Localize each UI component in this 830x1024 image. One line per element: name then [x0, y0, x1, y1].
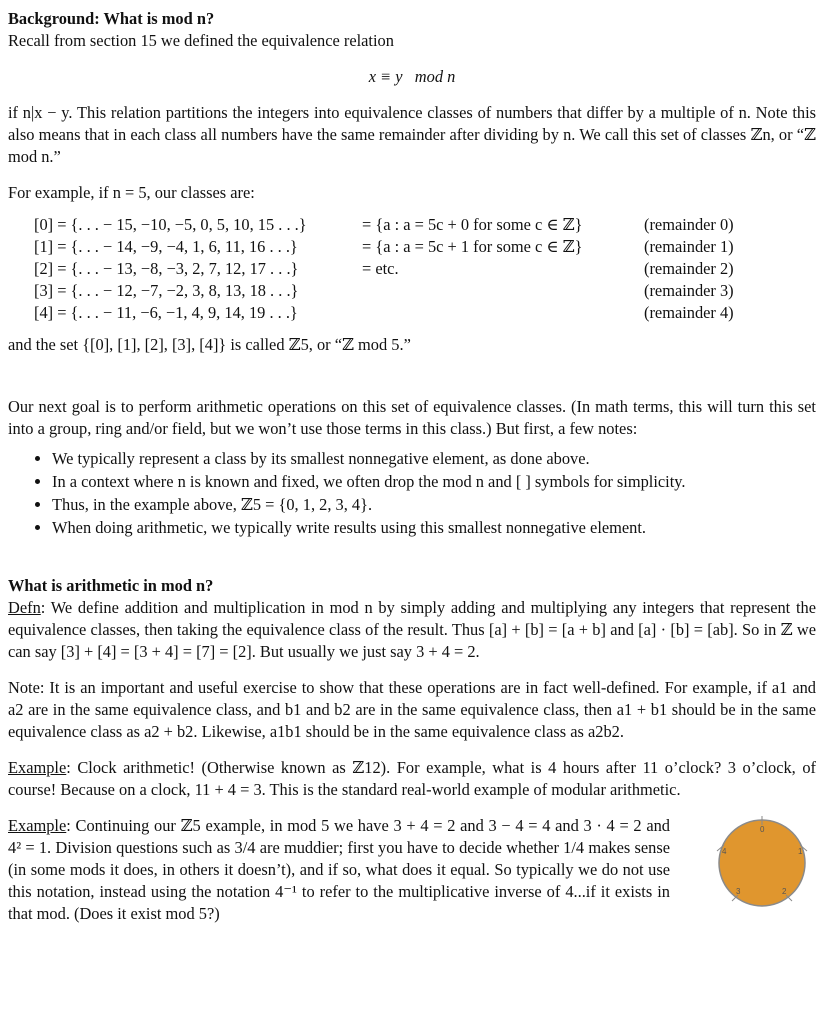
class-remainder: (remainder 2) [644, 259, 734, 278]
clock-label-0: 0 [760, 825, 765, 834]
class-description [362, 302, 644, 324]
clock-label-1: 1 [798, 847, 803, 856]
example-label: Example [8, 816, 67, 835]
background-intro: Recall from section 15 we defined the equivalence relation [8, 31, 394, 50]
list-item: • Thus, in the example above, ℤ5 = {0, 1, 2, 3, 4}. [52, 494, 816, 516]
class-description [362, 280, 644, 302]
background-heading: Background: What is mod n? [8, 9, 215, 28]
class-description: = {a : a = 5c + 1 for some c ∈ ℤ} [362, 237, 583, 256]
definition-paragraph [8, 597, 816, 663]
class-remainder: (remainder 3) [644, 281, 734, 300]
list-item: • In a context where n is known and fixed, we often drop the mod n and [ ] symbols for simplicity. [52, 471, 816, 493]
notes-list [8, 448, 816, 539]
arithmetic-heading: What is arithmetic in mod n? [8, 576, 214, 595]
z5-example-paragraph [8, 815, 670, 925]
class-set: [3] = {. . . − 12, −7, −2, 3, 8, 13, 18 . . .} [34, 281, 299, 300]
class-remainder: (remainder 1) [644, 237, 734, 256]
example-text: : Clock arithmetic! (Otherwise known as ℤ12). For example, what is 4 hours after 11 o’clock? 3 o’clock, of course! Because on a clock, 11 + 4 = 3. This is the standard real-world example of modular arithmetic. [8, 758, 816, 799]
document-page [8, 8, 816, 925]
note-paragraph: Note: It is an important and useful exercise to show that these operations are in fact well-defined. For example, if a1 and a2 are in the same equivalence class, and b1 and b2 are in the same equivalence class, then a1 + b1 should be in the same equivalence class as a2 + b2. Likewise, a1b1 should be in the same equivalence class as a2b2. [8, 678, 816, 741]
class-set: [2] = {. . . − 13, −8, −3, 2, 7, 12, 17 . . .} [34, 259, 299, 278]
class-set: [0] = {. . . − 15, −10, −5, 0, 5, 10, 15 . . .} [34, 215, 307, 234]
class-description: = {a : a = 5c + 0 for some c ∈ ℤ} [362, 215, 583, 234]
last-example-row [8, 815, 816, 925]
defn-label: Defn [8, 598, 41, 617]
class-description: = etc. [362, 259, 399, 278]
clock-example-paragraph [8, 757, 816, 801]
class-remainder: (remainder 4) [644, 303, 734, 322]
equivalence-relation: x ≡ y mod n [368, 67, 456, 86]
example-label: Example [8, 758, 67, 777]
example-text: : Continuing our ℤ5 example, in mod 5 we have 3 + 4 = 2 and 3 − 4 = 4 and 3 · 4 = 2 and 4² = 1. Division questions such as 3/4 are muddier; first you have to decide whether 1/4 makes sense (in some mods it does, in others it doesn’t), and if so, what does it equal. So typically we do not use this notation, instead using the notation 4⁻¹ to refer to the multiplicative inverse of 4...if it exists in that mod. (Does it exist mod 5?) [8, 816, 670, 923]
background-paragraph: if n|x − y. This relation partitions the integers into equivalence classes of numbers that differ by a multiple of n. Note this also means that in each class all numbers have the same remainder after dividing by n. We call this set of classes ℤn, or “ℤ mod n.” [8, 103, 816, 166]
list-item: • We typically represent a class by its smallest nonnegative element, as done above. [52, 448, 816, 470]
clock-label-3: 3 [736, 887, 741, 896]
class-remainder: (remainder 0) [644, 215, 734, 234]
mod5-clock-figure [710, 815, 814, 911]
class-set: [1] = {. . . − 14, −9, −4, 1, 6, 11, 16 . . .} [34, 237, 298, 256]
list-item: • When doing arithmetic, we typically write results using this smallest nonnegative element. [52, 517, 816, 539]
class-set: [4] = {. . . − 11, −6, −1, 4, 9, 14, 19 . . .} [34, 303, 298, 322]
defn-text: : We define addition and multiplication in mod n by simply adding and multiplying any integers that represent the equivalence classes, then taking the equivalence class of the result. Thus [a] + [b] = [a + b] and [a] · [b] = [ab]. So in ℤ we can say [3] + [4] = [3 + 4] = [7] = [2]. But usually we just say 3 + 4 = 2. [8, 598, 816, 661]
clock-label-2: 2 [782, 887, 787, 896]
equivalence-classes-table [34, 214, 816, 324]
goal-paragraph: Our next goal is to perform arithmetic operations on this set of equivalence classes. (In math terms, this will turn this set into a group, ring and/or field, but we won’t use those terms in this class.) But first, a few notes: [8, 397, 816, 438]
clock-label-4: 4 [722, 847, 727, 856]
example-intro: For example, if n = 5, our classes are: [8, 183, 255, 202]
set-note: and the set {[0], [1], [2], [3], [4]} is called ℤ5, or “ℤ mod 5.” [8, 335, 411, 354]
